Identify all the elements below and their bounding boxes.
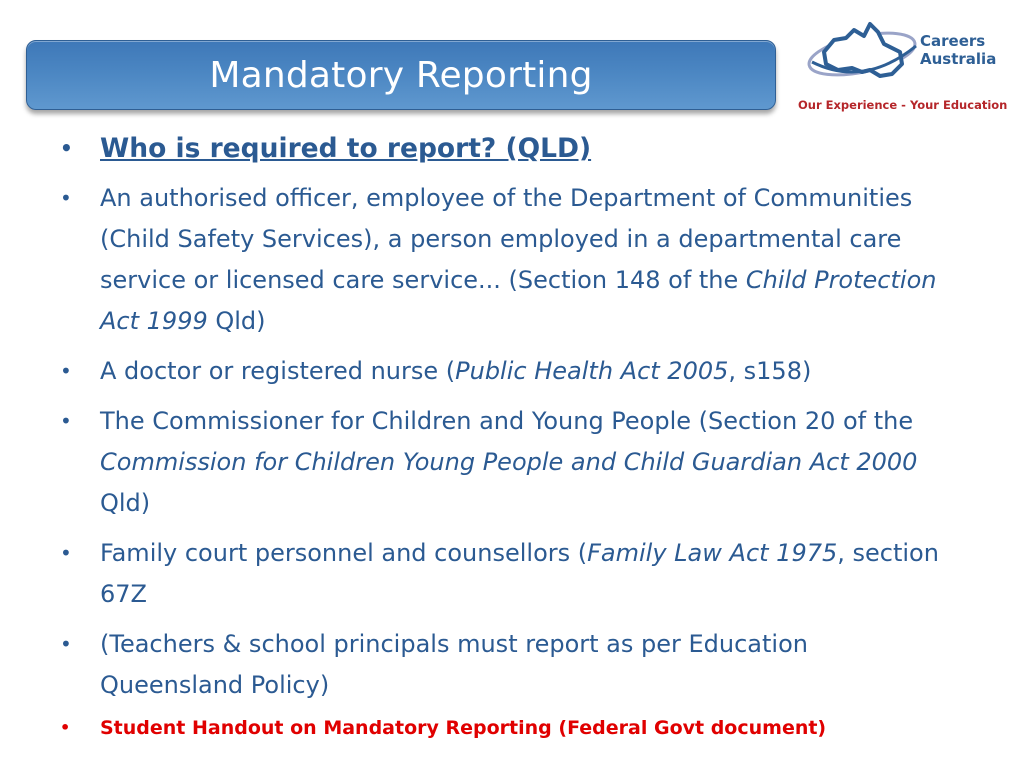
handout-text: Student Handout on Mandatory Reporting (Federal Govt document) bbox=[100, 717, 827, 739]
bullet-text: Family court personnel and counsellors ( bbox=[100, 539, 588, 567]
bullet-commissioner bbox=[58, 401, 958, 524]
heading-text: Who is required to report? (QLD) bbox=[100, 133, 592, 164]
careers-australia-logo bbox=[796, 14, 1011, 118]
act-name: Commission for Children Young People and Child Guardian Act 2000 bbox=[100, 448, 918, 476]
logo-tagline: Our Experience - Your Education bbox=[798, 98, 1008, 112]
title-banner bbox=[26, 40, 776, 110]
bullet-tail: , section 67Z bbox=[100, 539, 939, 608]
bullet-dot: • bbox=[60, 632, 72, 656]
bullet-text: An authorised officer, employee of the Department of Communities (Child Safety Services), a person employed in a departmental care service or licensed care service... (Section 148 of the bbox=[100, 184, 913, 294]
bullet-family-court bbox=[58, 533, 958, 615]
bullet-doctor-nurse bbox=[58, 351, 958, 392]
bullet-dot: • bbox=[60, 541, 72, 565]
bullet-dot: • bbox=[60, 359, 72, 383]
bullet-student-handout bbox=[58, 713, 958, 743]
act-name: Child Protection Act 1999 bbox=[100, 266, 937, 335]
bullet-heading bbox=[58, 128, 958, 169]
logo-wordmark bbox=[920, 32, 996, 68]
logo-name-line2: Australia bbox=[920, 50, 997, 68]
bullet-dot: • bbox=[60, 186, 72, 210]
act-name: Public Health Act 2005 bbox=[455, 357, 729, 385]
bullet-dot: • bbox=[60, 718, 71, 737]
bullet-list bbox=[58, 128, 958, 752]
bullet-tail: Qld) bbox=[207, 307, 266, 335]
australia-map-icon bbox=[804, 18, 924, 90]
logo-name-line1: Careers bbox=[920, 32, 986, 50]
bullet-tail: , s158) bbox=[728, 357, 812, 385]
act-name: Family Law Act 1975 bbox=[587, 539, 838, 567]
bullet-authorised-officer bbox=[58, 178, 958, 342]
bullet-text: The Commissioner for Children and Young People (Section 20 of the bbox=[100, 407, 914, 435]
slide-title: Mandatory Reporting bbox=[209, 54, 593, 96]
bullet-teachers bbox=[58, 624, 958, 706]
bullet-text: A doctor or registered nurse ( bbox=[100, 357, 456, 385]
bullet-dot: • bbox=[60, 136, 73, 160]
bullet-tail: Qld) bbox=[100, 489, 151, 517]
bullet-dot: • bbox=[60, 409, 72, 433]
bullet-text: (Teachers & school principals must report as per Education Queensland Policy) bbox=[100, 630, 808, 699]
